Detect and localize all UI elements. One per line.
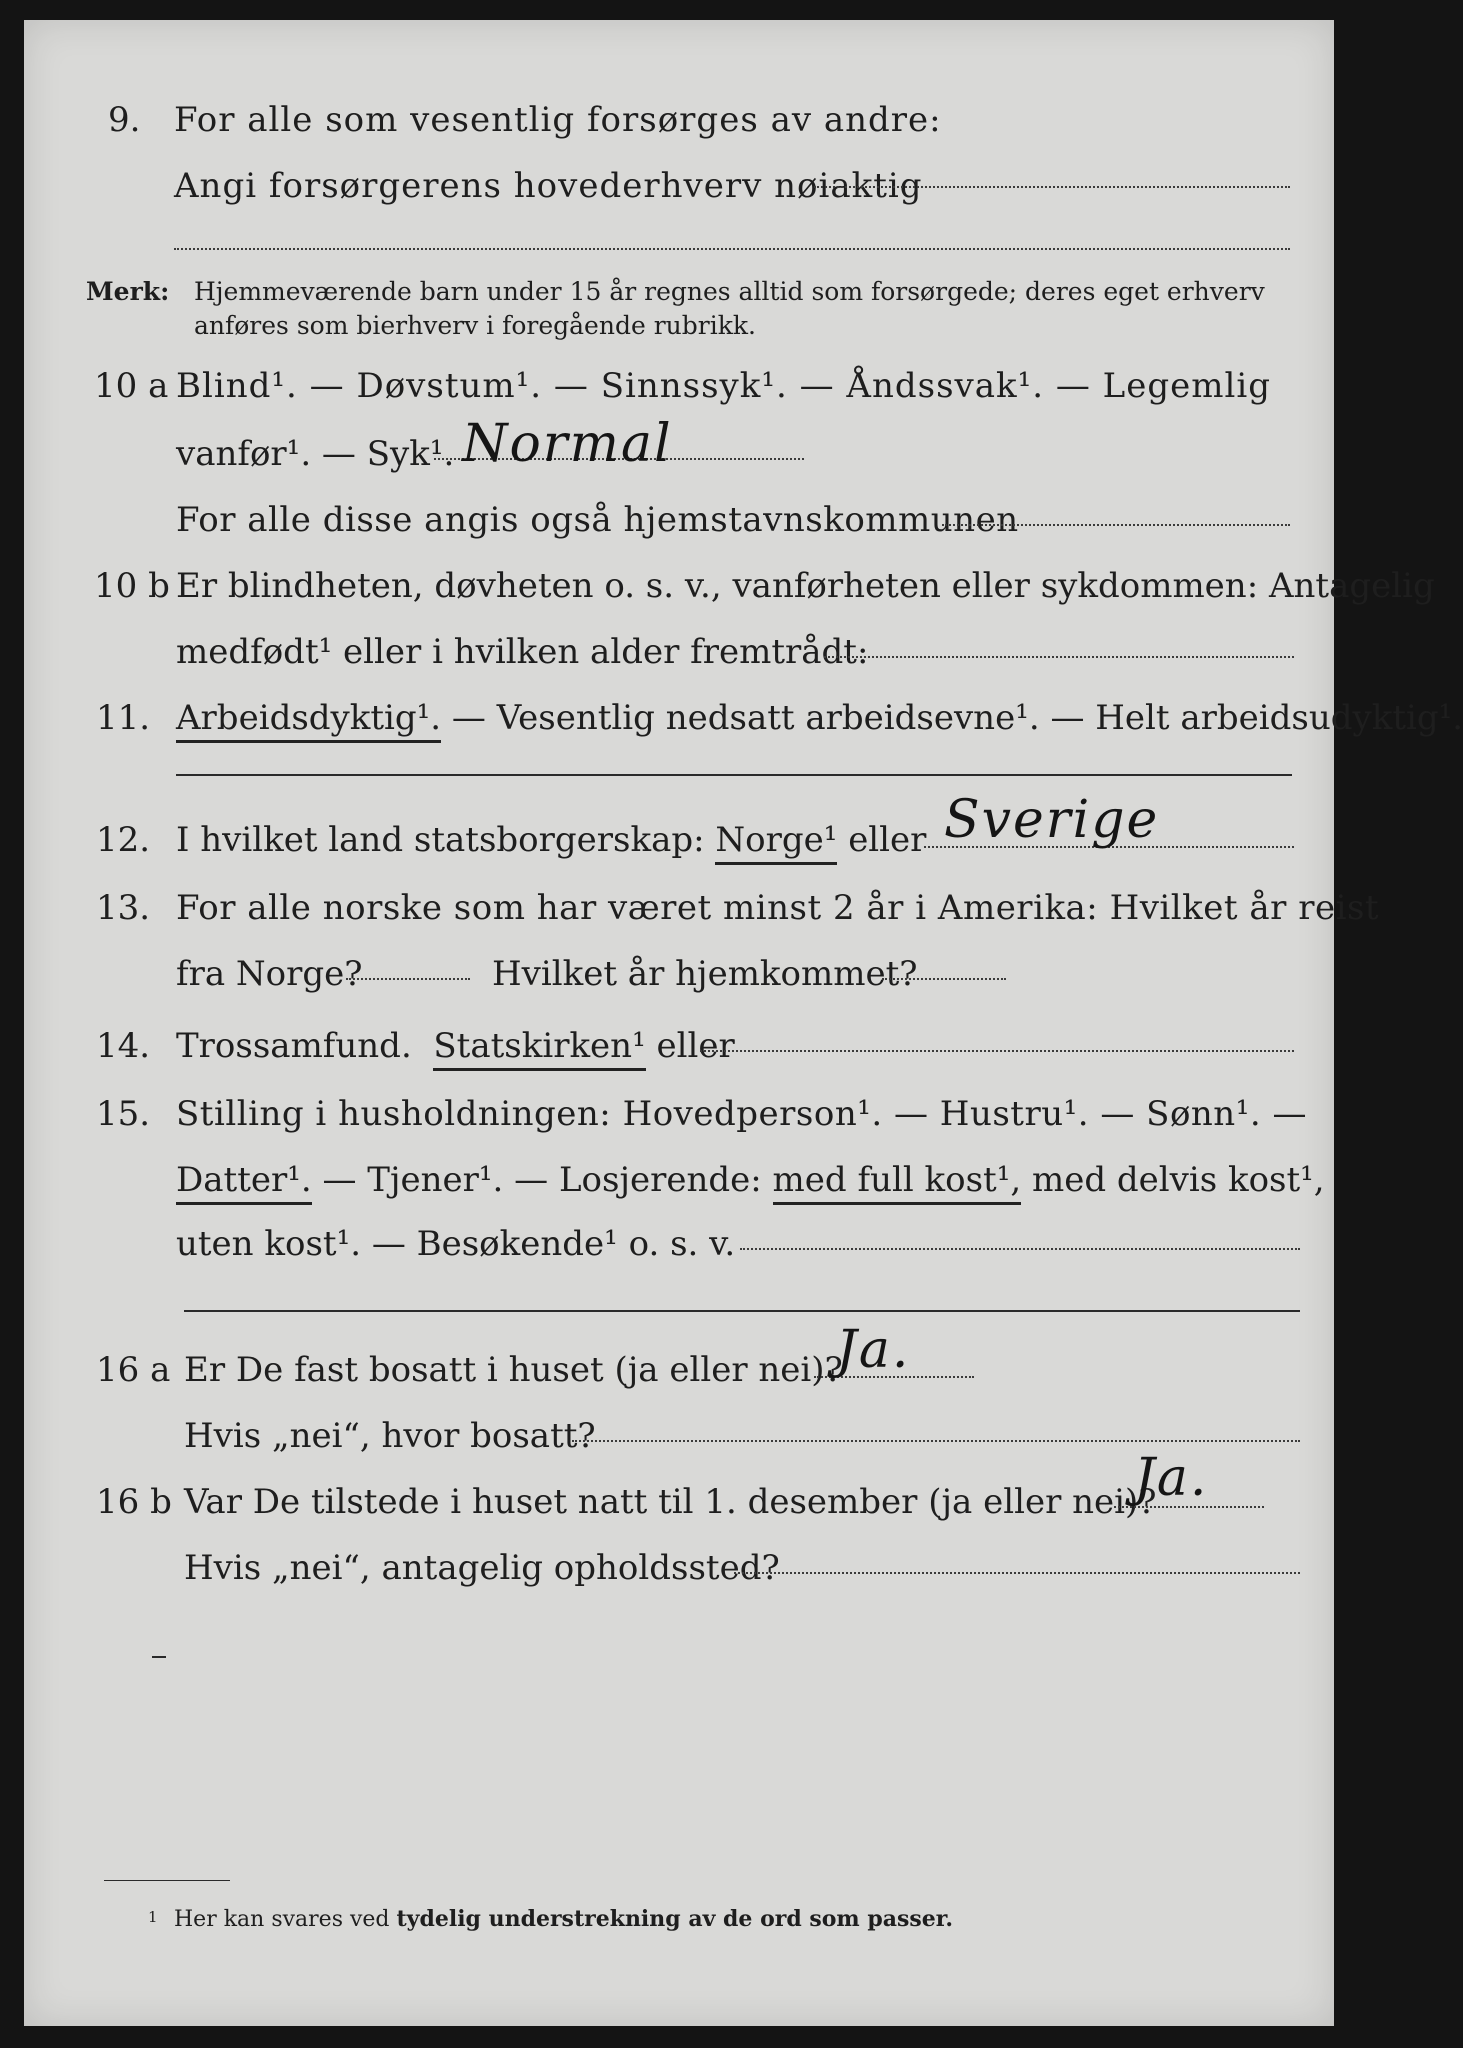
q11-line: [176, 698, 1463, 738]
q11-opt-arbeidsdyktig-underlined[interactable]: Arbeidsdyktig¹.: [176, 698, 441, 743]
q15-number: 15.: [96, 1094, 151, 1134]
q10b-line1: Er blindheten, døvheten o. s. v., vanførheten eller sykdommen: Antagelig: [176, 566, 1435, 606]
q10b-answer-line[interactable]: [824, 656, 1294, 658]
q10b-number: 10 b: [94, 566, 170, 606]
footnote-text: [174, 1906, 953, 1932]
q16a-bosatt-line[interactable]: [572, 1440, 1300, 1442]
q16b-sted-line[interactable]: [734, 1572, 1300, 1574]
q10a-kommune-line[interactable]: [942, 524, 1290, 526]
q10a-line1: Blind¹. — Døvstum¹. — Sinnssyk¹. — Åndssvak¹. — Legemlig: [176, 366, 1271, 406]
q12-eller: eller: [848, 820, 927, 860]
q16a-line1: Er De fast bosatt i huset (ja eller nei)?: [184, 1350, 843, 1390]
q9-line1: For alle som vesentlig forsørges av andre:: [174, 100, 942, 140]
footnote-bold: tydelig understrekning av de ord som passer.: [396, 1906, 954, 1932]
q14-number: 14.: [96, 1026, 151, 1066]
q15-end: med delvis kost¹,: [1031, 1160, 1325, 1200]
q14-line: [176, 1026, 735, 1066]
q10a-line2: vanfør¹. — Syk¹.: [176, 434, 455, 474]
q13-line1: For alle norske som har været minst 2 år i Amerika: Hvilket år reist: [176, 888, 1380, 928]
merk-line1: Hjemmeværende barn under 15 år regnes alltid som forsørgede; deres eget erhverv: [194, 277, 1265, 306]
q16b-line1: Var De tilstede i huset natt til 1. desember (ja eller nei)?: [184, 1482, 1157, 1522]
q16b-line2: Hvis „nei“, antagelig opholdssted?: [184, 1548, 780, 1588]
q11-number: 11.: [96, 698, 151, 738]
q10a-number: 10 a: [94, 366, 169, 406]
q14-eller: eller: [656, 1026, 735, 1066]
q12-text: I hvilket land statsborgerskap:: [176, 820, 705, 860]
form-page: [24, 20, 1463, 2026]
q9-line2: Angi forsørgerens hovederhverv nøiaktig: [174, 166, 923, 206]
merk-label: Merk:: [86, 277, 170, 306]
q15-line1: Stilling i husholdningen: Hovedperson¹. — Hustru¹. — Sønn¹. —: [176, 1094, 1307, 1134]
q15-opt-datter-underlined[interactable]: Datter¹.: [176, 1160, 312, 1205]
q15-mid: — Tjener¹. — Losjerende:: [322, 1160, 762, 1200]
q16a-number: 16 a: [96, 1350, 171, 1390]
q15-separator: [184, 1310, 1300, 1312]
footnote-mark: 1: [148, 1908, 158, 1926]
q16a-line2: Hvis „nei“, hvor bosatt?: [184, 1416, 596, 1456]
q15-line3: uten kost¹. — Besøkende¹ o. s. v.: [176, 1224, 736, 1264]
footnote-pre: Her kan svares ved: [174, 1907, 390, 1932]
q12-handwritten-answer: Sverige: [944, 790, 1160, 850]
q12-line: [176, 820, 926, 860]
merk-line2: anføres som bierhverv i foregående rubrikk.: [194, 311, 756, 340]
q15-opt-fullkost-underlined[interactable]: med full kost¹,: [773, 1160, 1022, 1205]
q14-text: Trossamfund.: [176, 1026, 412, 1066]
q13-line2b: Hvilket år hjemkommet?: [492, 954, 918, 994]
q15-line2: [176, 1160, 1325, 1200]
q11-rest: — Vesentlig nedsatt arbeidsevne¹. — Helt arbeidsudyktig¹.: [451, 698, 1463, 738]
q12-number: 12.: [96, 820, 151, 860]
q10a-handwritten-answer: Normal: [462, 414, 673, 474]
q9-number: 9.: [108, 100, 141, 140]
q13-line2a: fra Norge?: [176, 954, 363, 994]
q13-number: 13.: [96, 888, 151, 928]
footnote-rule: [104, 1880, 230, 1881]
q16b-handwritten-answer: Ja.: [1134, 1448, 1209, 1508]
stray-mark: [152, 1656, 166, 1658]
q10a-line3: For alle disse angis også hjemstavnskommunen: [176, 500, 1019, 540]
q11-separator: [176, 774, 1292, 776]
q10b-line2: medfødt¹ eller i hvilken alder fremtrådt:: [176, 632, 869, 672]
q14-opt-statskirken-underlined[interactable]: Statskirken¹: [433, 1026, 645, 1071]
q9-answer-line[interactable]: [814, 186, 1290, 188]
q16a-handwritten-answer: Ja.: [836, 1320, 911, 1380]
q14-answer-line[interactable]: [700, 1050, 1294, 1052]
q13-reist-line[interactable]: [346, 978, 470, 980]
q15-answer-line[interactable]: [740, 1248, 1300, 1250]
q12-opt-norge-underlined[interactable]: Norge¹: [715, 820, 837, 865]
q13-hjemkommet-line[interactable]: [882, 978, 1006, 980]
q9-extra-line[interactable]: [174, 248, 1290, 250]
q16b-number: 16 b: [96, 1482, 172, 1522]
